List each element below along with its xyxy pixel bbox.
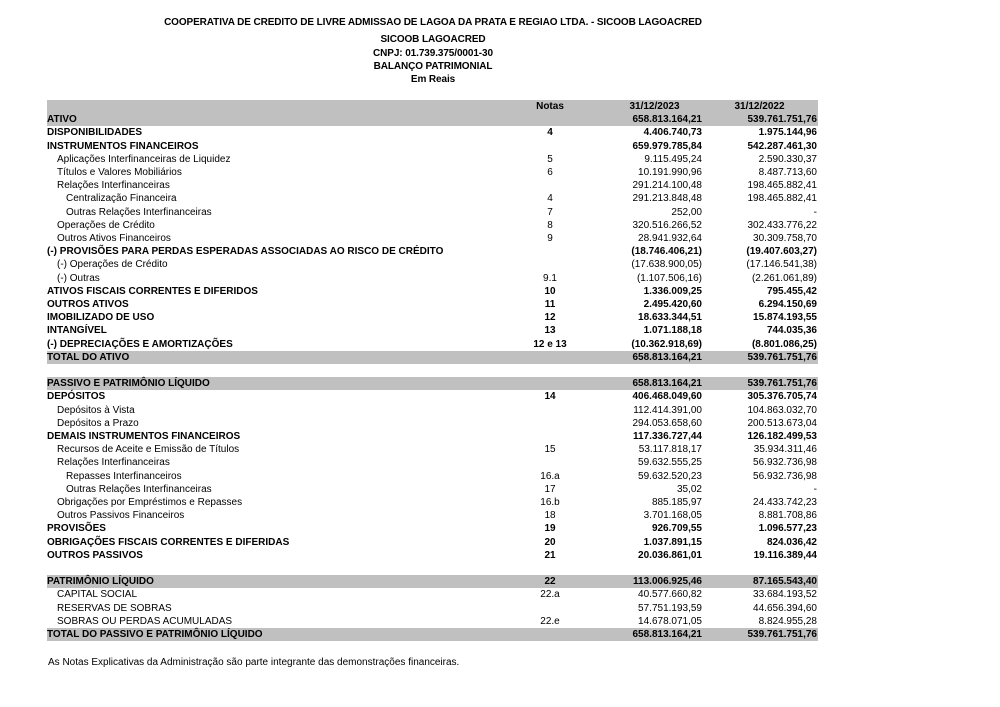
row-value-2022: 87.165.543,40 bbox=[702, 575, 818, 588]
row-value-2023: 57.751.193,59 bbox=[638, 602, 702, 614]
row-note bbox=[505, 140, 595, 153]
row-note bbox=[505, 404, 595, 417]
row-note bbox=[505, 417, 595, 430]
row-value-2022: 539.761.751,76 bbox=[702, 628, 818, 641]
row-value-2022: 56.932.736,98 bbox=[753, 470, 817, 482]
table-row bbox=[47, 615, 818, 628]
table-row bbox=[47, 166, 818, 179]
table-row bbox=[47, 258, 818, 271]
row-note bbox=[505, 245, 595, 258]
table-row bbox=[47, 338, 818, 351]
row-note bbox=[505, 258, 595, 271]
row-label: CAPITAL SOCIAL bbox=[57, 589, 138, 601]
row-note: 4 bbox=[547, 127, 553, 139]
table-row bbox=[47, 509, 818, 522]
row-value-2023: 406.468.049,60 bbox=[632, 391, 702, 403]
row-value-2023: 320.516.266,52 bbox=[632, 219, 702, 231]
row-value-2023: 658.813.164,21 bbox=[595, 113, 702, 126]
row-value-2023: 291.213.848,48 bbox=[632, 193, 702, 205]
row-value-2023: 113.006.925,46 bbox=[595, 575, 702, 588]
table-row bbox=[47, 628, 818, 641]
row-note bbox=[505, 113, 595, 126]
row-note: 9 bbox=[547, 233, 553, 245]
row-note bbox=[505, 179, 595, 192]
row-value-2022 bbox=[702, 562, 818, 575]
row-note: 9.1 bbox=[543, 272, 557, 284]
row-label: IMOBILIZADO DE USO bbox=[47, 312, 155, 324]
row-note: 5 bbox=[547, 153, 553, 165]
row-value-2022: 104.863.032,70 bbox=[747, 404, 817, 416]
row-value-2023: 18.633.344,51 bbox=[638, 312, 702, 324]
spacer-row bbox=[47, 364, 818, 377]
row-value-2022: 6.294.150,69 bbox=[758, 299, 817, 311]
row-note: 12 e 13 bbox=[533, 338, 567, 350]
table-row bbox=[47, 377, 818, 390]
row-value-2023: 14.678.071,05 bbox=[638, 615, 702, 627]
row-note: 22 bbox=[505, 575, 595, 588]
table-row bbox=[47, 522, 818, 535]
table-row bbox=[47, 311, 818, 324]
table-row bbox=[47, 602, 818, 615]
row-value-2022: 44.656.394,60 bbox=[753, 602, 817, 614]
column-header-2023: 31/12/2023 bbox=[595, 100, 702, 113]
table-row bbox=[47, 153, 818, 166]
row-value-2022: 24.433.742,23 bbox=[753, 497, 817, 509]
spacer-row bbox=[47, 562, 818, 575]
row-value-2023: 3.701.168,05 bbox=[643, 510, 702, 522]
row-label: Depósitos à Vista bbox=[57, 404, 135, 416]
row-value-2023: 1.037.891,15 bbox=[643, 536, 702, 548]
currency-unit: Em Reais bbox=[410, 74, 456, 85]
row-value-2022: 198.465.882,41 bbox=[747, 180, 817, 192]
row-label: DEMAIS INSTRUMENTOS FINANCEIROS bbox=[47, 431, 241, 443]
row-note: 14 bbox=[544, 391, 556, 403]
row-note: 16.b bbox=[540, 497, 560, 509]
row-label: RESERVAS DE SOBRAS bbox=[57, 602, 172, 614]
table-row bbox=[47, 536, 818, 549]
row-note: 18 bbox=[544, 510, 556, 522]
column-header-2022: 31/12/2022 bbox=[702, 100, 818, 113]
table-row bbox=[47, 206, 818, 219]
row-value-2022: 56.932.736,98 bbox=[753, 457, 817, 469]
row-note: 17 bbox=[544, 483, 556, 495]
row-value-2023: (17.638.900,05) bbox=[631, 259, 702, 271]
row-value-2023 bbox=[595, 562, 702, 575]
row-value-2023: 40.577.660,82 bbox=[638, 589, 702, 601]
column-header-notes: Notas bbox=[505, 100, 595, 113]
row-note: 8 bbox=[547, 219, 553, 231]
row-label: OUTROS ATIVOS bbox=[47, 299, 129, 311]
row-label: Relações Interfinanceiras bbox=[57, 457, 170, 469]
table-row bbox=[47, 456, 818, 469]
row-value-2023: 291.214.100,48 bbox=[632, 180, 702, 192]
row-note: 11 bbox=[544, 299, 556, 311]
row-value-2022: (2.261.061,89) bbox=[751, 272, 817, 284]
row-value-2023: 9.115.495,24 bbox=[644, 153, 702, 165]
row-label: Relações Interfinanceiras bbox=[57, 180, 170, 192]
company-name: COOPERATIVA DE CREDITO DE LIVRE ADMISSAO DE LAGOA DA PRATA E REGIAO LTDA. - SICOOB LAGOACRED bbox=[164, 17, 702, 28]
row-value-2023: 658.813.164,21 bbox=[595, 377, 702, 390]
row-label: PASSIVO E PATRIMÔNIO LÍQUIDO bbox=[47, 377, 505, 390]
table-row bbox=[47, 443, 818, 456]
row-value-2022: 305.376.705,74 bbox=[747, 391, 817, 403]
row-label: Títulos e Valores Mobiliários bbox=[57, 167, 182, 179]
row-value-2023: 1.336.009,25 bbox=[643, 285, 702, 297]
row-value-2022: 824.036,42 bbox=[766, 536, 817, 548]
row-value-2023: 35,02 bbox=[676, 483, 702, 495]
row-note bbox=[505, 377, 595, 390]
column-header-label bbox=[47, 100, 505, 113]
row-value-2022: 539.761.751,76 bbox=[702, 377, 818, 390]
row-value-2023: (18.746.406,21) bbox=[631, 246, 702, 258]
table-row bbox=[47, 430, 818, 443]
table-row bbox=[47, 404, 818, 417]
table-row bbox=[47, 549, 818, 562]
row-note: 20 bbox=[544, 536, 556, 548]
row-value-2022: 744.035,36 bbox=[766, 325, 817, 337]
table-row bbox=[47, 324, 818, 337]
row-value-2022: 35.934.311,46 bbox=[753, 444, 817, 456]
row-value-2023: 658.813.164,21 bbox=[595, 351, 702, 364]
row-value-2023: 117.336.727,44 bbox=[633, 431, 702, 443]
row-value-2022: 8.487.713,60 bbox=[758, 167, 817, 179]
row-value-2023: 2.495.420,60 bbox=[643, 299, 702, 311]
row-value-2022: 200.513.673,04 bbox=[747, 417, 817, 429]
row-label bbox=[47, 562, 505, 575]
row-value-2023: (10.362.918,69) bbox=[631, 338, 702, 350]
table-row bbox=[47, 483, 818, 496]
row-note: 13 bbox=[544, 325, 556, 337]
cnpj: CNPJ: 01.739.375/0001-30 bbox=[373, 48, 493, 59]
row-label: Repasses Interfinanceiros bbox=[66, 470, 182, 482]
row-label: (-) PROVISÕES PARA PERDAS ESPERADAS ASSOCIADAS AO RISCO DE CRÉDITO bbox=[47, 246, 444, 258]
row-label: OUTROS PASSIVOS bbox=[47, 549, 143, 561]
row-value-2023: 294.053.658,60 bbox=[632, 417, 702, 429]
row-note: 6 bbox=[547, 167, 553, 179]
table-row bbox=[47, 179, 818, 192]
table-row bbox=[47, 496, 818, 509]
row-value-2022: 2.590.330,37 bbox=[758, 153, 817, 165]
row-label: Outras Relações Interfinanceiras bbox=[66, 483, 212, 495]
row-label: (-) DEPRECIAÇÕES E AMORTIZAÇÕES bbox=[47, 338, 233, 350]
row-value-2023 bbox=[595, 364, 702, 377]
row-note: 10 bbox=[544, 285, 556, 297]
row-label: OBRIGAÇÕES FISCAIS CORRENTES E DIFERIDAS bbox=[47, 536, 290, 548]
row-label: ATIVOS FISCAIS CORRENTES E DIFERIDOS bbox=[47, 285, 258, 297]
row-value-2022: 126.182.499,53 bbox=[747, 431, 817, 443]
row-label: PATRIMÔNIO LÍQUIDO bbox=[47, 575, 505, 588]
row-value-2023: 59.632.520,23 bbox=[638, 470, 702, 482]
row-label: Operações de Crédito bbox=[57, 219, 155, 231]
row-note: 15 bbox=[544, 444, 556, 456]
row-note: 7 bbox=[547, 206, 553, 218]
row-value-2022: 30.309.758,70 bbox=[753, 233, 817, 245]
row-label: TOTAL DO ATIVO bbox=[47, 351, 505, 364]
row-note bbox=[505, 456, 595, 469]
row-value-2023: 112.414.391,00 bbox=[633, 404, 702, 416]
row-value-2022: 15.874.193,55 bbox=[753, 312, 817, 324]
row-value-2023: 885.185,97 bbox=[651, 497, 702, 509]
row-note: 21 bbox=[544, 549, 556, 561]
row-label: Outras Relações Interfinanceiras bbox=[66, 206, 212, 218]
row-label: Outros Passivos Financeiros bbox=[57, 510, 185, 522]
row-value-2022: 1.975.144,96 bbox=[758, 127, 817, 139]
row-note bbox=[505, 562, 595, 575]
row-note: 19 bbox=[544, 523, 556, 535]
row-value-2022: 1.096.577,23 bbox=[758, 523, 817, 535]
row-value-2023: 10.191.990,96 bbox=[638, 167, 702, 179]
row-value-2023: 659.979.785,84 bbox=[632, 140, 702, 152]
table-row bbox=[47, 113, 818, 126]
row-label bbox=[47, 364, 505, 377]
row-note: 4 bbox=[547, 193, 553, 205]
row-note bbox=[505, 430, 595, 443]
row-value-2023: 59.632.555,25 bbox=[638, 457, 702, 469]
row-label: Centralização Financeira bbox=[66, 193, 177, 205]
row-value-2023: (1.107.506,16) bbox=[636, 272, 702, 284]
row-note: 16.a bbox=[540, 470, 560, 482]
table-header-row bbox=[47, 100, 818, 113]
table-row bbox=[47, 140, 818, 153]
row-value-2022: 302.433.776,22 bbox=[747, 219, 817, 231]
row-value-2023: 658.813.164,21 bbox=[595, 628, 702, 641]
table-row bbox=[47, 298, 818, 311]
row-value-2022: (17.146.541,38) bbox=[746, 259, 817, 271]
table-row bbox=[47, 417, 818, 430]
table-row bbox=[47, 232, 818, 245]
table-row bbox=[47, 272, 818, 285]
row-value-2023: 4.406.740,73 bbox=[643, 127, 702, 139]
row-value-2022: - bbox=[813, 483, 817, 495]
row-label: INTANGÍVEL bbox=[47, 325, 107, 337]
row-value-2023: 53.117.818,17 bbox=[638, 444, 702, 456]
row-note bbox=[505, 364, 595, 377]
row-note: 22.e bbox=[540, 615, 560, 627]
row-note bbox=[505, 351, 595, 364]
row-label: Obrigações por Empréstimos e Repasses bbox=[57, 497, 243, 509]
statement-title: BALANÇO PATRIMONIAL bbox=[373, 61, 493, 72]
row-label: Recursos de Aceite e Emissão de Títulos bbox=[57, 444, 240, 456]
row-label: Outros Ativos Financeiros bbox=[57, 233, 171, 245]
row-value-2022: (8.801.086,25) bbox=[751, 338, 817, 350]
row-value-2023: 28.941.932,64 bbox=[638, 233, 702, 245]
row-value-2022: (19.407.603,27) bbox=[746, 246, 817, 258]
row-label: PROVISÕES bbox=[47, 523, 106, 535]
row-note: 12 bbox=[544, 312, 556, 324]
row-value-2022: 19.116.389,44 bbox=[753, 549, 817, 561]
row-value-2022: 542.287.461,30 bbox=[747, 140, 817, 152]
row-note: 22.a bbox=[540, 589, 560, 601]
row-label: INSTRUMENTOS FINANCEIROS bbox=[47, 140, 199, 152]
row-note bbox=[505, 628, 595, 641]
row-note bbox=[505, 602, 595, 615]
row-value-2022: 33.684.193,52 bbox=[753, 589, 817, 601]
row-label: DISPONIBILIDADES bbox=[47, 127, 143, 139]
row-value-2023: 1.071.188,18 bbox=[643, 325, 702, 337]
row-value-2022: - bbox=[813, 206, 817, 218]
table-row bbox=[47, 588, 818, 601]
row-label: Aplicações Interfinanceiras de Liquidez bbox=[57, 153, 231, 165]
row-value-2023: 926.709,55 bbox=[651, 523, 702, 535]
short-name: SICOOB LAGOACRED bbox=[380, 34, 486, 45]
table-row bbox=[47, 470, 818, 483]
table-row bbox=[47, 390, 818, 403]
row-value-2022: 8.881.708,86 bbox=[758, 510, 817, 522]
balance-sheet-table bbox=[47, 100, 818, 641]
row-value-2023: 252,00 bbox=[671, 206, 702, 218]
row-value-2022: 795.455,42 bbox=[766, 285, 817, 297]
footer-note: As Notas Explicativas da Administração são parte integrante das demonstrações financeiras. bbox=[48, 657, 460, 668]
row-value-2022: 539.761.751,76 bbox=[702, 113, 818, 126]
table-row bbox=[47, 192, 818, 205]
row-label: SOBRAS OU PERDAS ACUMULADAS bbox=[57, 615, 233, 627]
row-value-2022: 8.824.955,28 bbox=[758, 615, 817, 627]
table-row bbox=[47, 126, 818, 139]
row-value-2022 bbox=[702, 364, 818, 377]
table-row bbox=[47, 219, 818, 232]
table-row bbox=[47, 575, 818, 588]
row-value-2023: 20.036.861,01 bbox=[638, 549, 702, 561]
row-label: (-) Outras bbox=[57, 272, 100, 284]
row-value-2022: 539.761.751,76 bbox=[702, 351, 818, 364]
row-label: TOTAL DO PASSIVO E PATRIMÔNIO LÍQUIDO bbox=[47, 628, 505, 641]
row-label: Depósitos a Prazo bbox=[57, 417, 139, 429]
row-label: (-) Operações de Crédito bbox=[57, 259, 168, 271]
row-label: ATIVO bbox=[47, 113, 505, 126]
row-label: DEPÓSITOS bbox=[47, 391, 106, 403]
table-row bbox=[47, 285, 818, 298]
row-value-2022: 198.465.882,41 bbox=[747, 193, 817, 205]
table-row bbox=[47, 351, 818, 364]
table-row bbox=[47, 245, 818, 258]
